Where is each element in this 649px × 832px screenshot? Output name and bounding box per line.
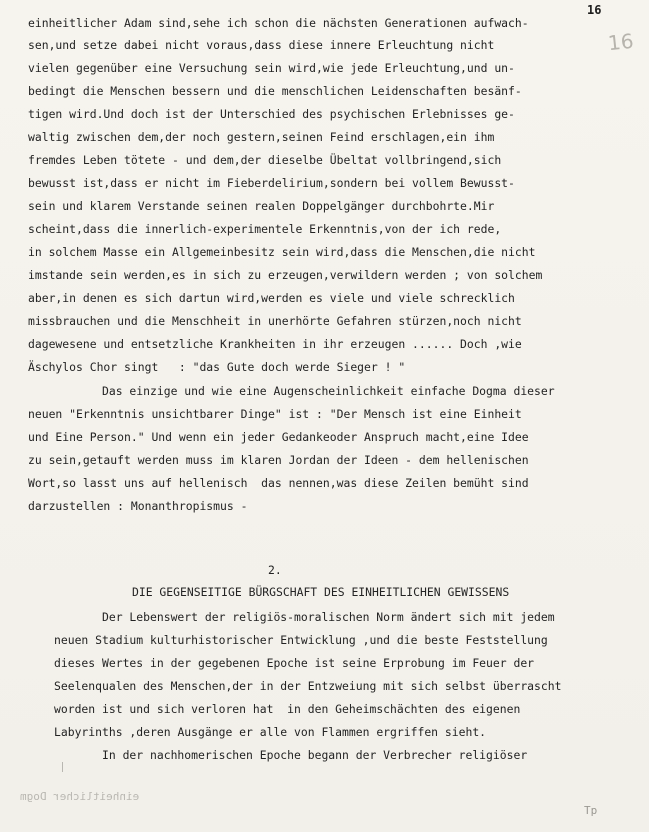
body-text-line: darzustellen : Monanthropismus - [28,499,248,513]
body-text-line: Das einzige und wie eine Augenscheinlichkeit einfache Dogma dieser [102,384,555,398]
body-text-line: sein und klarem Verstande seinen realen Doppelgänger durchbohrte.Mir [28,199,495,213]
section-text-line: In der nachhomerischen Epoche begann der Verbrecher religiöser [102,748,528,762]
bleed-through-text: einheitlicher Dogm [20,790,140,803]
body-text-line: sen,und setze dabei nicht voraus,dass diese innere Erleuchtung nicht [28,38,495,52]
page-number: 16 [587,3,602,17]
body-text-line: dagewesene und entsetzliche Krankheiten in ihr erzeugen ...... Doch ,wie [28,337,522,351]
section-text-line: neuen Stadium kulturhistorischer Entwicklung ,und die beste Feststellung [54,633,548,647]
body-text-line: Äschylos Chor singt : "das Gute doch werde Sieger ! " [28,360,406,374]
body-text-line: waltig zwischen dem,der noch gestern,seinen Feind erschlagen,ein ihm [28,130,495,144]
corner-mark: Tp [584,804,598,817]
section-text-line: Labyrinths ,deren Ausgänge er alle von Flammen ergriffen sieht. [54,725,487,739]
body-text-line: in solchem Masse ein Allgemeinbesitz sein wird,dass die Menschen,die nicht [28,245,536,259]
body-text-line: imstande sein werden,es in sich zu erzeugen,verwildern werden ; von solchem [28,268,543,282]
body-text-line: scheint,dass die innerlich-experimentele Erkenntnis,von der ich rede, [28,222,502,236]
body-text-line: vielen gegenüber eine Versuchung sein wird,wie jede Erleuchtung,und un- [28,61,515,75]
section-number: 2. [268,563,282,577]
body-text-line: bewusst ist,dass er nicht im Fieberdelirium,sondern bei vollem Bewusst- [28,176,515,190]
body-text-line: bedingt die Menschen bessern und die menschlichen Leidenschaften besänf- [28,84,522,98]
section-text-line: Seelenqualen des Menschen,der in der Entzweiung mit sich selbst überrascht [54,679,562,693]
pencil-page-number: 16 [606,28,635,56]
body-text-line: fremdes Leben tötete - und dem,der dieselbe Übeltat vollbringend,sich [28,153,502,167]
body-text-line: einheitlicher Adam sind,sehe ich schon die nächsten Generationen aufwach- [28,16,529,30]
body-text-line: neuen "Erkenntnis unsichtbarer Dinge" ist : "Der Mensch ist eine Einheit [28,407,522,421]
section-text-line: dieses Wertes in der gegebenen Epoche ist seine Erprobung im Feuer der [54,656,535,670]
section-heading: DIE GEGENSEITIGE BÜRGSCHAFT DES EINHEITLICHEN GEWISSENS [132,585,510,599]
section-text-line: Der Lebenswert der religiös-moralischen Norm ändert sich mit jedem [102,610,555,624]
body-text-line: aber,in denen es sich dartun wird,werden es viele und viele schrecklich [28,291,515,305]
body-text-line: zu sein,getauft werden muss im klaren Jordan der Ideen - dem hellenischen [28,453,529,467]
body-text-line: Wort,so lasst uns auf hellenisch das nennen,was diese Zeilen bemüht sind [28,476,529,490]
body-text-line: missbrauchen und die Menschheit in unerhörte Gefahren stürzen,noch nicht [28,314,522,328]
pencil-mark [62,762,69,772]
body-text-line: tigen wird.Und doch ist der Unterschied des psychischen Erlebnisses ge- [28,107,515,121]
section-text-line: worden ist und sich verloren hat in den Geheimschächten des eigenen [54,702,521,716]
body-text-line: und Eine Person." Und wenn ein jeder Gedankeoder Anspruch macht,eine Idee [28,430,529,444]
